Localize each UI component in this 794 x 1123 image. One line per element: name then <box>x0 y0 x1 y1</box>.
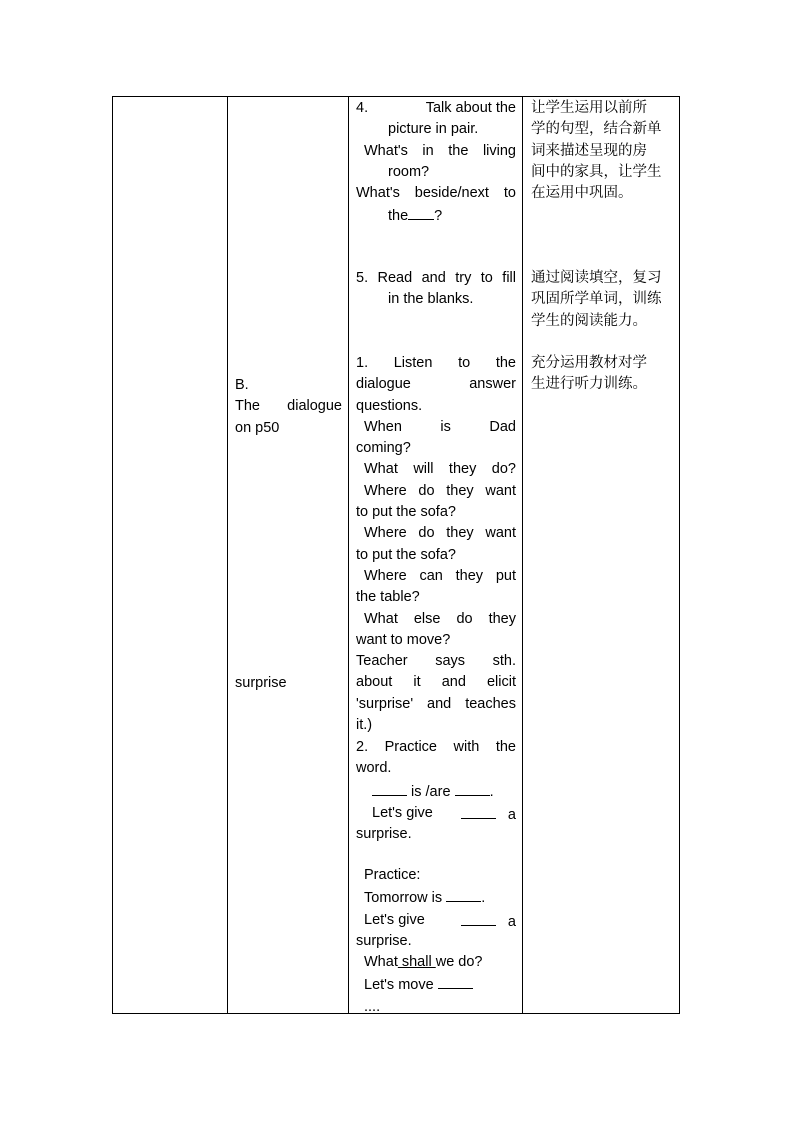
activity-talk-about-picture: 4. Talk about the picture in pair. What's in the living room? What's beside/next to the ? <box>356 100 516 225</box>
column-divider <box>522 96 523 1014</box>
activity-practice-surprise: Practice: Tomorrow is . Let's give a surprise. What shall we do? Let's move .... <box>356 867 516 1015</box>
column-divider <box>348 96 349 1014</box>
activity-read-fill-blanks: 5. Read and try to fill in the blanks. <box>356 270 516 308</box>
column-divider <box>227 96 228 1014</box>
purpose-describe-furniture: 让学生运用以前所 学的句型，结合新单 词来描述呈现的房 间中的家具，让学生 在运用中巩固。 <box>531 100 662 202</box>
section-b-label: B. The dialogue on p50 <box>235 377 342 436</box>
purpose-reading-practice: 通过阅读填空，复习 巩固所学单词，训练 学生的阅读能力。 <box>531 270 662 329</box>
activity-listen-dialogue: 1. Listen to the dialogue answer questions. When is Dad coming? What will they do? Where do they want to put the sofa? Where do they want to put the sofa? Where can they put the table? What else do they want to move? Teacher says sth. about it and elicit 'surprise' and teaches it.) <box>356 355 516 734</box>
activity-practice-word: 2. Practice with the word. is /are . Let's give a surprise. <box>356 739 516 843</box>
vocab-surprise: surprise <box>235 675 287 691</box>
purpose-listening-training: 充分运用教材对学 生进行听力训练。 <box>531 355 647 393</box>
